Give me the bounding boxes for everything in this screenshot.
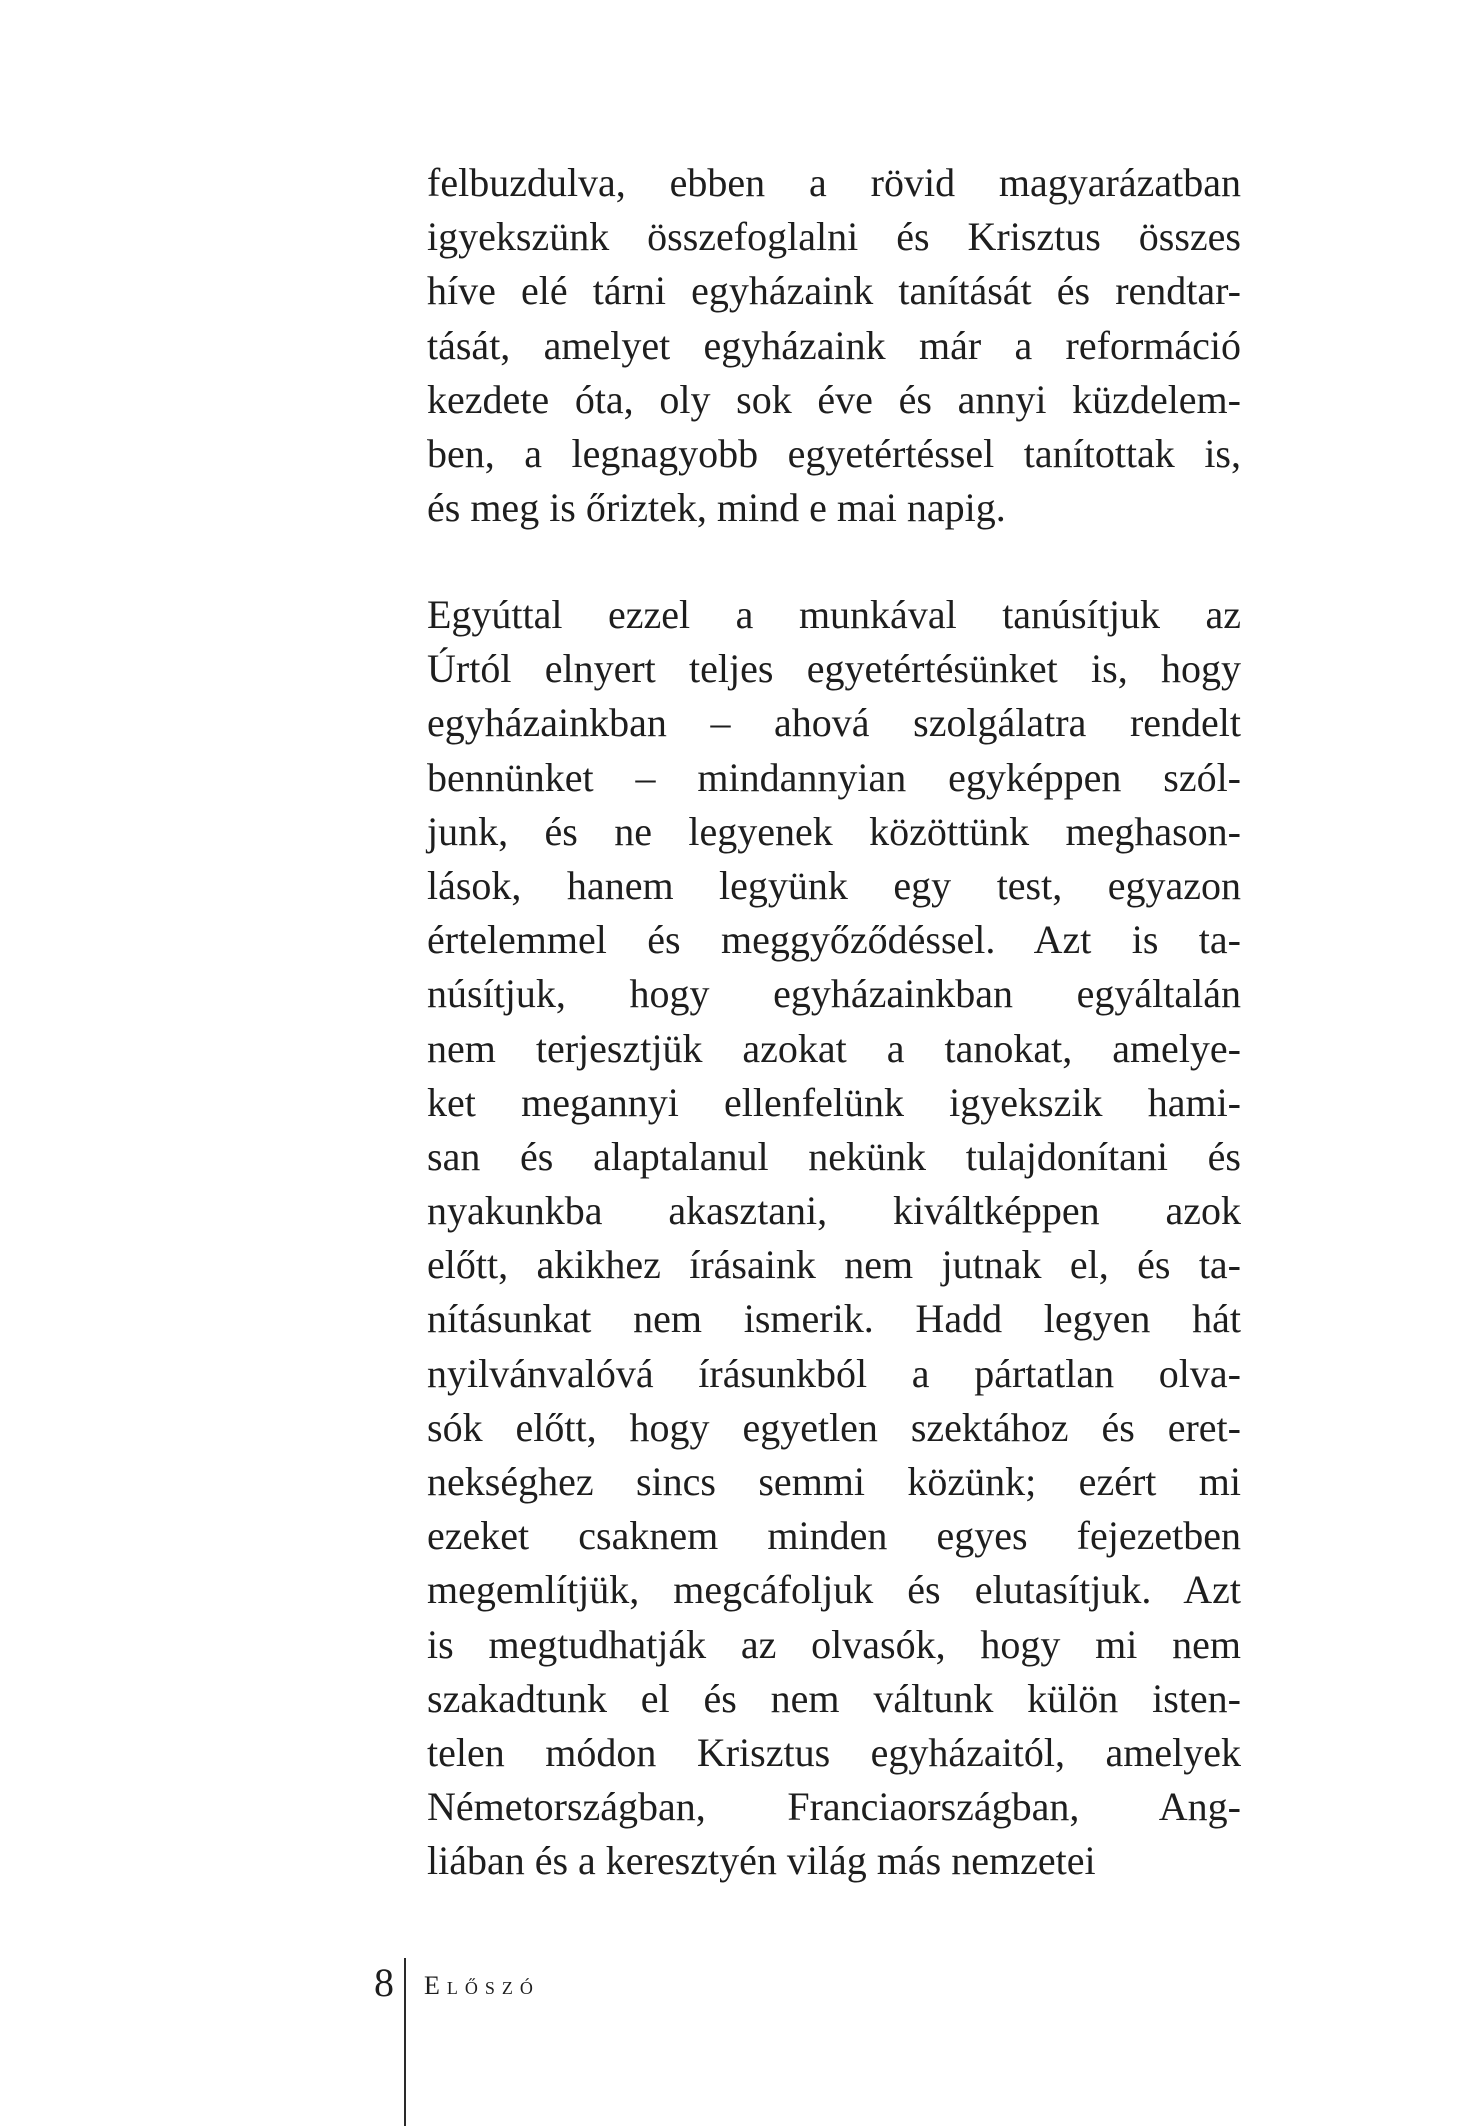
text-line: sók előtt, hogy egyetlen szektához és eret-: [427, 1404, 1241, 1450]
text-line: megemlítjük, megcáfoljuk és elutasítjuk. Azt: [427, 1567, 1241, 1613]
text-line: san és alaptalanul nekünk tulajdonítani és: [427, 1133, 1241, 1179]
text-line: Úrtól elnyert teljes egyetértésünket is, hogy: [427, 646, 1241, 692]
text-line: nekséghez sincs semmi közünk; ezért mi: [427, 1459, 1241, 1504]
text-line: és meg is őriztek, mind e mai napig.: [427, 485, 1006, 531]
footer-rule: [404, 1958, 406, 2126]
text-line: bennünket – mindannyian egyképpen szól-: [427, 754, 1241, 800]
text-line: ket megannyi ellenfelünk igyekszik hami-: [427, 1079, 1241, 1125]
text-line: is megtudhatják az olvasók, hogy mi nem: [427, 1621, 1241, 1667]
text-line: híve elé tárni egyházaink tanítását és rendtar-: [427, 268, 1241, 314]
text-line: Egyúttal ezzel a munkával tanúsítjuk az: [427, 592, 1241, 637]
text-line: nításunkat nem ismerik. Hadd legyen hát: [427, 1296, 1241, 1342]
text-line: szakadtunk el és nem váltunk külön isten-: [427, 1675, 1241, 1721]
text-line: junk, és ne legyenek közöttünk meghason-: [427, 808, 1241, 854]
text-line: értelemmel és meggyőződéssel. Azt is ta-: [427, 917, 1241, 963]
text-line: Németországban, Franciaországban, Ang-: [427, 1784, 1241, 1830]
text-line: tását, amelyet egyházaink már a reformáció: [427, 322, 1241, 368]
text-line: nyakunkba akasztani, kiváltképpen azok: [427, 1188, 1241, 1234]
running-head: Előszó: [424, 1971, 540, 2000]
text-line: nem terjesztjük azokat a tanokat, amelye-: [427, 1025, 1241, 1071]
text-line: ezeket csaknem minden egyes fejezetben: [427, 1513, 1241, 1559]
text-line: előtt, akikhez írásaink nem jutnak el, és ta-: [427, 1242, 1241, 1288]
page-number: 8: [374, 1960, 394, 2005]
text-line: núsítjuk, hogy egyházainkban egyáltalán: [427, 971, 1241, 1017]
text-line: liában és a keresztyén világ más nemzetei: [427, 1838, 1096, 1884]
text-line: kezdete óta, oly sok éve és annyi küzdelem-: [427, 376, 1241, 422]
text-line: telen módon Krisztus egyházaitól, amelyek: [427, 1729, 1241, 1775]
text-line: igyekszünk összefoglalni és Krisztus összes: [427, 214, 1241, 260]
text-line: lások, hanem legyünk egy test, egyazon: [427, 862, 1241, 908]
text-line: nyilvánvalóvá írásunkból a pártatlan olva-: [427, 1350, 1241, 1396]
text-line: ben, a legnagyobb egyetértéssel tanítottak is,: [427, 430, 1241, 476]
paragraph-2: [427, 588, 1241, 1889]
text-line: egyházainkban – ahová szolgálatra rendelt: [427, 700, 1241, 746]
paragraph-1: [427, 156, 1241, 535]
text-line: felbuzdulva, ebben a rövid magyarázatban: [427, 160, 1241, 205]
